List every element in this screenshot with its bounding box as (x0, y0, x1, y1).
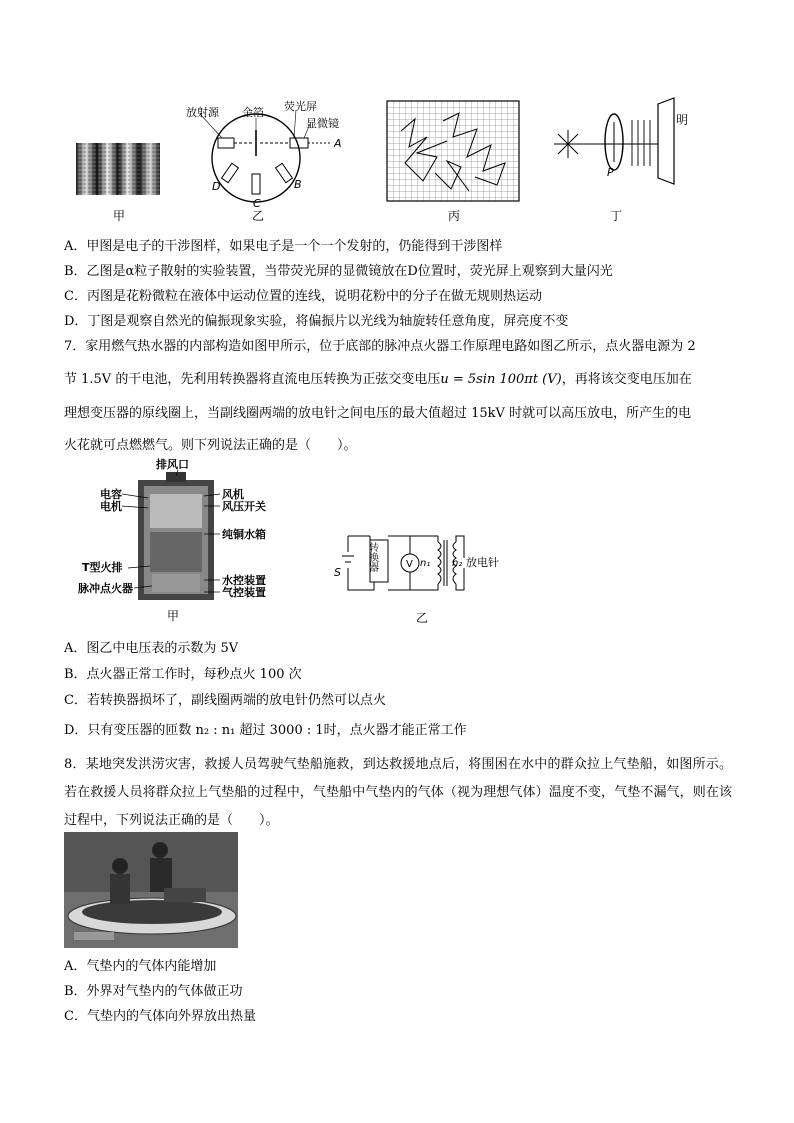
q7-option-a: A．图乙中电压表的示数为 5V (64, 641, 239, 656)
brownian-grid-diagram (387, 101, 519, 201)
label-converter: 转换器 (366, 542, 378, 572)
label-motor: 电机 (100, 500, 122, 513)
label-C: C (253, 197, 261, 210)
figure-q7-circuit (334, 528, 514, 596)
q7-option-b: B．点火器正常工作时，每秒点火 100 次 (64, 667, 302, 682)
figure-q7-heater (78, 458, 298, 604)
q7-formula: u = 5sin 100πt (V) (440, 372, 562, 387)
q8-stem: 8．某地突发洪涝灾害，救援人员驾驶气垫船施救，到达救援地点后，将围困在水中的群众拉上气垫船，如图所示。若在救援人员将群众拉上气垫船的过程中，气垫船中气垫内的气体（视为理想气体）温度不变，气垫不漏气，则在该过程中，下列说法正确的是（ ）。 (64, 757, 732, 828)
label-capacitor: 电容 (100, 488, 122, 501)
figure-ding-polarization (552, 96, 689, 192)
label-switch-s: S (334, 566, 341, 579)
label-burner: T型火排 (82, 561, 123, 574)
label-bright: 明 (676, 113, 689, 127)
caption-ding: 丁 (610, 209, 623, 223)
label-needle: 放电针 (466, 556, 499, 569)
label-foil: 金箔 (242, 106, 264, 119)
q7-line-3: 理想变压器的原线圈上，当副线圈两端的放电针之间电压的最大值超过 15kV 时就可以高压放电，所产生的电 (64, 406, 692, 421)
label-igniter: 脉冲点火器 (78, 582, 133, 595)
label-exhaust: 排风口 (156, 458, 189, 471)
label-pressure-switch: 风压开关 (222, 500, 266, 513)
alpha-scattering-diagram (186, 100, 346, 210)
igniter-circuit-diagram (334, 528, 514, 596)
label-B: B (294, 178, 302, 191)
rescue-photo (64, 832, 238, 948)
label-gas-control: 气控装置 (222, 586, 266, 599)
caption-yi: 乙 (252, 209, 265, 223)
q6-option-b: B．乙图是α粒子散射的实验装置，当带荧光屏的显微镜放在D位置时，荧光屏上观察到大量闪光 (64, 264, 613, 279)
label-microscope: 显微镜 (306, 117, 339, 130)
caption-jia: 甲 (113, 209, 126, 223)
label-D: D (212, 180, 221, 193)
q8-option-b: B．外界对气垫内的气体做正功 (64, 984, 243, 999)
label-tank: 纯铜水箱 (222, 528, 266, 541)
caption-q7-jia: 甲 (167, 609, 180, 623)
q7-line-2b: ，再将该交变电压加在 (561, 372, 692, 387)
q6-option-c: C．丙图是花粉微粒在液体中运动位置的连线，说明花粉中的分子在做无规则热运动 (64, 289, 542, 304)
label-water-control: 水控装置 (222, 574, 266, 587)
figure-q8-hovercraft-photo (64, 832, 238, 948)
q6-option-a: A．甲图是电子的干涉图样，如果电子是一个一个发射的，仍能得到干涉图样 (64, 239, 503, 254)
label-fan: 风机 (222, 488, 244, 501)
label-A: A (334, 137, 342, 150)
polarization-diagram (552, 96, 689, 192)
q7-line-2a: 节 1.5V 的干电池，先利用转换器将直流电压转换为正弦交变电压 (64, 372, 441, 387)
q7-line-4: 火花就可点燃燃气。则下列说法正确的是（ ）。 (64, 438, 357, 453)
label-P: P (607, 166, 614, 179)
interference-pattern-image (76, 143, 160, 195)
caption-q7-yi: 乙 (416, 611, 429, 625)
q7-option-d: D．只有变压器的匝数 n₂ : n₁ 超过 3000 : 1时，点火器才能正常工作 (64, 723, 467, 738)
q8-option-c: C．气垫内的气体向外界放出热量 (64, 1009, 256, 1024)
q6-option-d: D．丁图是观察自然光的偏振现象实验，将偏振片以光线为轴旋转任意角度，屏亮度不变 (64, 314, 569, 329)
label-source: 放射源 (186, 106, 219, 119)
q7-option-c: C．若转换器损坏了，副线圈两端的放电针仍然可以点火 (64, 693, 386, 708)
q7-line-1: 7．家用燃气热水器的内部构造如图甲所示，位于底部的脉冲点火器工作原理电路如图乙所示，点火器电源为 2 (64, 339, 696, 354)
figure-jia-interference (76, 143, 160, 195)
heater-photo (78, 458, 298, 604)
label-n1: n₁ (420, 558, 431, 569)
label-n2: n₂ (452, 558, 463, 569)
caption-bing: 丙 (448, 209, 461, 223)
label-screen: 荧光屏 (284, 100, 317, 113)
label-voltmeter: V (406, 559, 413, 570)
q8-option-a: A．气垫内的气体内能增加 (64, 959, 217, 974)
figure-yi-alpha-scattering (186, 100, 346, 210)
figure-bing-brownian (387, 101, 519, 201)
